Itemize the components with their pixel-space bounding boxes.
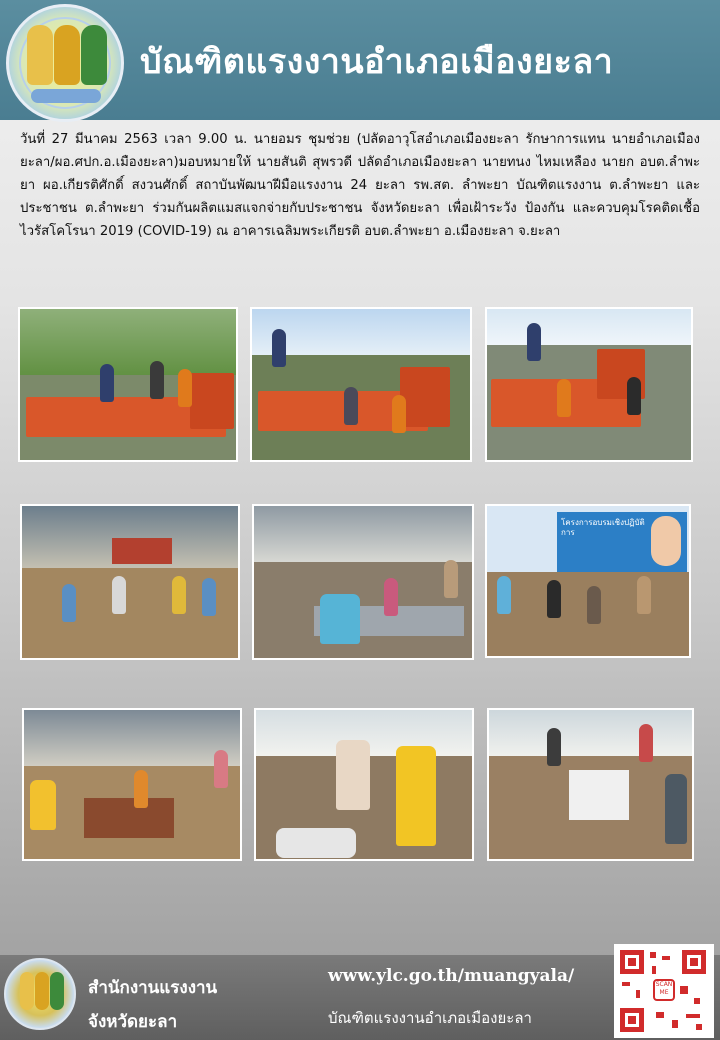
page-title: บัณฑิตแรงงานอำเภอเมืองยะลา xyxy=(140,42,614,82)
provincial-seal-icon xyxy=(4,958,76,1030)
photo-mask-sewing-1 xyxy=(22,708,242,861)
photo-truck-loading-1 xyxy=(18,307,238,462)
event-description: วันที่ 27 มีนาคม 2563 เวลา 9.00 น. นายอมร ชุมช่วย (ปลัดอาวุโสอำเภอเมืองยะลา รักษาการแทน นายอำเภอเมืองยะลา/ผอ.ศปก.อ.เมืองยะลา)มอบหมายให้ นายสันติ สุพรวดี ปลัดอำเภอเมืองยะลา นายทนง ไหมเหลือง นายก อบต.ลำพะยา ผอ.เกียรติศักดิ์ สงวนศักดิ์ สถาบันพัฒนาฝีมือแรงงาน 24 ยะลา รพ.สต. ลำพะยา บัณฑิตแรงงาน ต.ลำพะยา และประชาชน ต.ลำพะยา ร่วมกันผลิตแมสแจกจ่ายกับประชาชน จังหวัดยะลา เพื่อเฝ้าระวัง ป้องกัน และควบคุมโรคติดเชื้อไวรัสโคโรนา 2019 (COVID-19) ณ อาคารเฉลิมพระเกียรติ อบต.ลำพะยา อ.เมืองยะลา จ.ยะลา xyxy=(20,132,700,239)
photo-training-banner xyxy=(485,504,691,658)
office-name-line2: จังหวัดยะลา xyxy=(88,1012,178,1032)
training-banner-text: โครงการอบรมเชิงปฏิบัติการ xyxy=(561,518,645,537)
photo-mask-sewing-3 xyxy=(487,708,694,861)
provincial-seal-icon xyxy=(6,4,124,122)
photo-hall-meeting-1 xyxy=(20,504,240,660)
office-name-line1: สำนักงานแรงงาน xyxy=(88,978,218,998)
footer-subtitle: บัณฑิตแรงงานอำเภอเมืองยะลา xyxy=(328,1009,532,1027)
website-link[interactable]: www.ylc.go.th/muangyala/ xyxy=(328,966,575,986)
qr-scan-label: SCAN ME xyxy=(653,979,675,1001)
photo-hall-meeting-2 xyxy=(252,504,474,660)
photo-mask-sewing-2 xyxy=(254,708,474,861)
photo-truck-loading-2 xyxy=(250,307,472,462)
photo-truck-loading-3 xyxy=(485,307,693,462)
qr-code-icon[interactable] xyxy=(614,944,714,1038)
